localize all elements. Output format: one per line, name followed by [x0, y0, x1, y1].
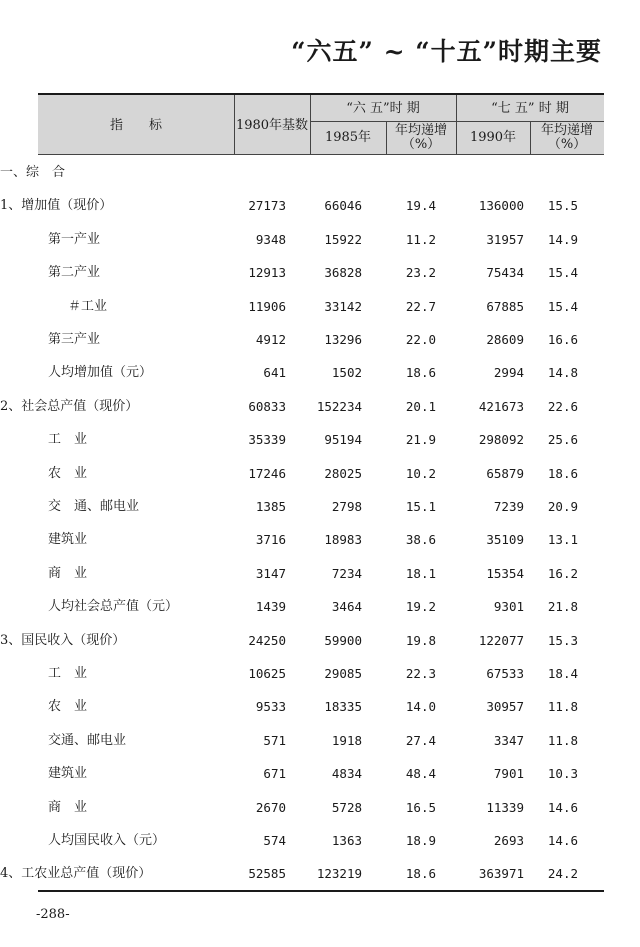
cell-1980-base: 17246 [248, 465, 286, 481]
cell-1980-base: 52585 [248, 866, 286, 882]
page-number: -288- [36, 907, 70, 922]
cell-1985: 4834 [331, 766, 362, 782]
cell-1980-base: 4912 [255, 332, 286, 347]
cell-1985: 13296 [324, 332, 362, 347]
cell-growth-6 [388, 156, 436, 189]
cell-1985: 3464 [331, 599, 362, 615]
table-row [0, 624, 640, 657]
cell-growth-7 [530, 156, 578, 189]
cell-1985: 1502 [331, 365, 362, 381]
cell-growth-7: 18.4 [547, 666, 578, 681]
table-bottom-rule [38, 890, 604, 892]
table-row [0, 390, 640, 423]
row-label: 第二产业 [48, 265, 101, 281]
cell-1985: 18983 [324, 532, 362, 548]
row-label: 3、国民收入（现价） [0, 632, 126, 648]
cell-1980-base: 9348 [255, 231, 286, 247]
cell-growth-6: 19.4 [405, 198, 436, 214]
cell-1990: 65879 [486, 465, 524, 481]
table-row [0, 189, 640, 222]
cell-1985: 1918 [331, 732, 362, 748]
cell-1980-base: 35339 [248, 432, 286, 448]
cell-growth-7: 15.5 [547, 198, 578, 214]
cell-1980-base: 1385 [255, 499, 286, 514]
cell-growth-6: 22.7 [405, 298, 436, 314]
table-row [0, 323, 640, 356]
cell-growth-6: 21.9 [405, 432, 436, 448]
cell-1985 [312, 156, 362, 189]
cell-1985: 66046 [324, 198, 362, 214]
header-base-year: 1980年基数 [235, 118, 309, 133]
header-period-6: “六 五”时 期 [346, 101, 420, 116]
header-bottom-rule [38, 154, 604, 155]
header-year-1990: 1990年 [469, 130, 517, 145]
cell-growth-6: 22.3 [405, 666, 436, 681]
row-label: 4、工农业总产值（现价） [0, 866, 152, 882]
cell-growth-6: 19.8 [405, 632, 436, 648]
cell-1980-base: 571 [263, 732, 286, 748]
cell-growth-7: 11.8 [547, 732, 578, 748]
table-row [0, 557, 640, 590]
cell-1990: 75434 [486, 265, 524, 281]
table-row [0, 490, 640, 523]
cell-growth-6: 20.1 [405, 398, 436, 414]
row-label: 商 业 [48, 799, 88, 815]
table-row [0, 423, 640, 456]
row-label: 1、增加值（现价） [0, 198, 113, 214]
header-period-7: “七 五” 时 期 [491, 101, 569, 116]
table-row [0, 590, 640, 623]
table-row [0, 290, 640, 323]
header-indicator: 指 标 [109, 118, 162, 133]
header-growth-7: 年均递增（%） [540, 123, 593, 152]
cell-1990: 3347 [493, 732, 524, 748]
cell-growth-6: 18.6 [405, 365, 436, 381]
cell-growth-7: 15.3 [547, 632, 578, 648]
cell-growth-7: 18.6 [547, 465, 578, 481]
cell-1985: 29085 [324, 666, 362, 681]
cell-1985: 18335 [324, 699, 362, 715]
page-title: “六五” ~ “十五”时期主要 [291, 37, 602, 66]
row-label: 商 业 [48, 565, 88, 581]
row-label: 建筑业 [48, 532, 88, 548]
cell-growth-7: 16.6 [547, 332, 578, 347]
cell-1990: 15354 [486, 565, 524, 581]
cell-growth-7: 15.4 [547, 298, 578, 314]
cell-growth-7: 24.2 [547, 866, 578, 882]
cell-growth-6: 27.4 [405, 732, 436, 748]
cell-1990: 7901 [493, 766, 524, 782]
cell-1990: 31957 [486, 231, 524, 247]
table-row [0, 256, 640, 289]
cell-growth-6: 18.6 [405, 866, 436, 882]
cell-1980-base: 574 [263, 833, 286, 848]
cell-1985: 152234 [316, 398, 362, 414]
cell-growth-6: 18.1 [405, 565, 436, 581]
cell-growth-6: 11.2 [405, 231, 436, 247]
table-row [0, 156, 640, 189]
cell-1990: 2693 [493, 833, 524, 848]
cell-growth-6: 10.2 [405, 465, 436, 481]
cell-1985: 2798 [331, 499, 362, 514]
cell-1985: 36828 [324, 265, 362, 281]
cell-1985: 1363 [331, 833, 362, 848]
cell-1985: 15922 [324, 231, 362, 247]
cell-growth-7: 14.8 [547, 365, 578, 381]
cell-1985: 33142 [324, 298, 362, 314]
cell-growth-6: 22.0 [405, 332, 436, 347]
cell-1990: 9301 [493, 599, 524, 615]
cell-1990: 67533 [486, 666, 524, 681]
cell-1990: 35109 [486, 532, 524, 548]
cell-1980-base: 9533 [255, 699, 286, 715]
cell-growth-7: 14.9 [547, 231, 578, 247]
cell-growth-7: 11.8 [547, 699, 578, 715]
cell-1990: 122077 [478, 632, 524, 648]
cell-1980-base: 24250 [248, 632, 286, 648]
cell-1990: 11339 [486, 799, 524, 815]
cell-growth-6: 18.9 [405, 833, 436, 848]
cell-growth-6: 19.2 [405, 599, 436, 615]
cell-1990: 136000 [478, 198, 524, 214]
cell-1985: 28025 [324, 465, 362, 481]
cell-growth-7: 15.4 [547, 265, 578, 281]
table-row [0, 724, 640, 757]
table-row [0, 657, 640, 690]
cell-1980-base: 641 [263, 365, 286, 381]
cell-growth-6: 14.0 [405, 699, 436, 715]
cell-1990: 2994 [493, 365, 524, 381]
cell-1980-base: 2670 [255, 799, 286, 815]
cell-1980-base: 12913 [248, 265, 286, 281]
header-growth-6: 年均递增（%） [394, 123, 447, 152]
cell-growth-6: 15.1 [405, 499, 436, 514]
row-label: 人均社会总产值（元） [48, 599, 179, 615]
cell-1980-base [236, 156, 286, 189]
row-label: 人均增加值（元） [48, 365, 153, 381]
row-label: 一、综 合 [0, 165, 66, 180]
cell-1990: 363971 [478, 866, 524, 882]
table-row [0, 824, 640, 857]
cell-growth-7: 14.6 [547, 799, 578, 815]
table-row [0, 223, 640, 256]
table-row [0, 690, 640, 723]
table-row [0, 757, 640, 790]
cell-growth-6: 16.5 [405, 799, 436, 815]
table-row [0, 523, 640, 556]
table-row [0, 791, 640, 824]
header-divider [310, 121, 604, 122]
cell-1990: 67885 [486, 298, 524, 314]
table-row [0, 457, 640, 490]
cell-growth-7: 16.2 [547, 565, 578, 581]
cell-1990: 298092 [478, 432, 524, 448]
table-row [0, 857, 640, 890]
cell-1980-base: 3716 [255, 532, 286, 548]
cell-1990 [456, 156, 524, 189]
cell-1980-base: 60833 [248, 398, 286, 414]
cell-growth-7: 25.6 [547, 432, 578, 448]
row-label: 农 业 [48, 465, 88, 481]
row-label: 工 业 [48, 432, 88, 448]
cell-1990: 421673 [478, 398, 524, 414]
cell-growth-6: 23.2 [405, 265, 436, 281]
cell-1990: 28609 [486, 332, 524, 347]
cell-growth-7: 21.8 [547, 599, 578, 615]
cell-1980-base: 671 [263, 766, 286, 782]
cell-1980-base: 3147 [255, 565, 286, 581]
row-label: 工 业 [48, 666, 88, 681]
cell-growth-7: 20.9 [547, 499, 578, 514]
row-label: 2、社会总产值（现价） [0, 398, 139, 414]
cell-1985: 59900 [324, 632, 362, 648]
row-label: ＃工业 [68, 298, 108, 314]
cell-growth-7: 13.1 [547, 532, 578, 548]
cell-1985: 95194 [324, 432, 362, 448]
cell-1985: 123219 [316, 866, 362, 882]
row-label: 交通、邮电业 [48, 732, 127, 748]
header-year-1985: 1985年 [324, 130, 372, 145]
row-label: 第一产业 [48, 231, 101, 247]
row-label: 交 通、邮电业 [48, 499, 140, 514]
row-label: 农 业 [48, 699, 88, 715]
row-label: 人均国民收入（元） [48, 833, 166, 848]
cell-growth-6: 38.6 [405, 532, 436, 548]
cell-1980-base: 10625 [248, 666, 286, 681]
cell-1980-base: 27173 [248, 198, 286, 214]
row-label: 建筑业 [48, 766, 88, 782]
row-label: 第三产业 [48, 332, 101, 347]
cell-1980-base: 1439 [255, 599, 286, 615]
cell-growth-7: 10.3 [547, 766, 578, 782]
cell-growth-7: 22.6 [547, 398, 578, 414]
cell-1990: 7239 [493, 499, 524, 514]
cell-growth-7: 14.6 [547, 833, 578, 848]
table-row [0, 356, 640, 389]
cell-1985: 7234 [331, 565, 362, 581]
cell-1990: 30957 [486, 699, 524, 715]
cell-1985: 5728 [331, 799, 362, 815]
cell-growth-6: 48.4 [405, 766, 436, 782]
cell-1980-base: 11906 [248, 298, 286, 314]
